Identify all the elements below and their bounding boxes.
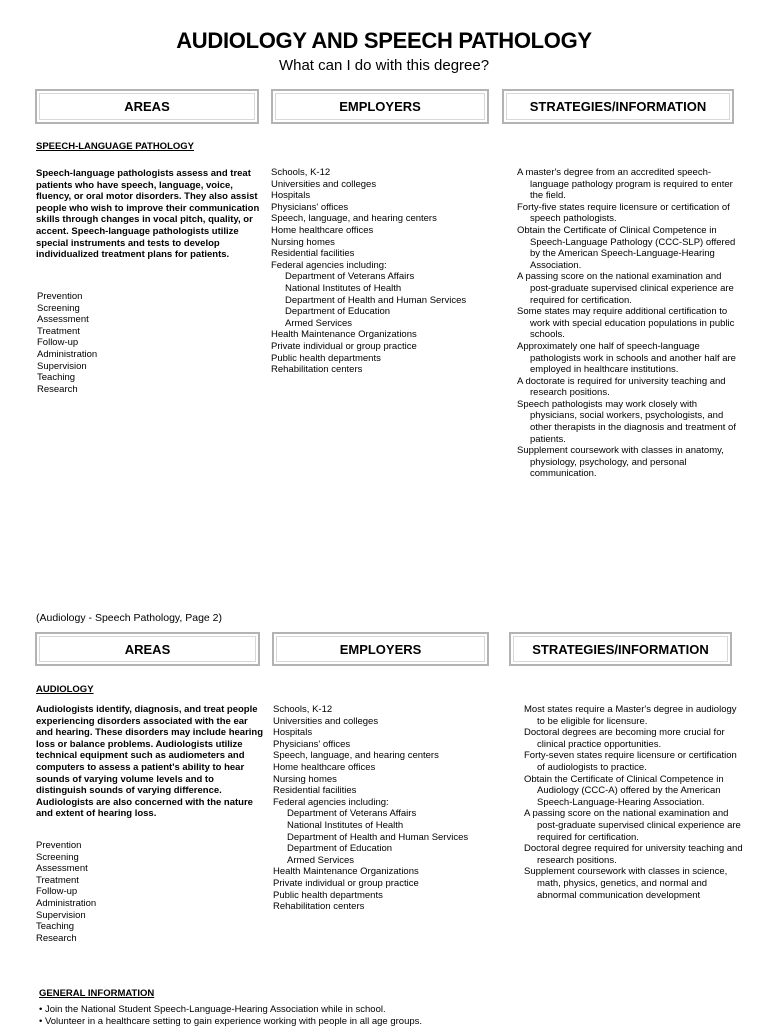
employer-item: Schools, K-12 [271, 167, 331, 178]
strategy-item: Doctoral degree required for university teaching and research positions. [524, 843, 743, 866]
employers-header-page-2: EMPLOYERS [272, 632, 489, 666]
employer-item: Rehabilitation centers [271, 364, 363, 376]
employer-item: Federal agencies including: [271, 259, 387, 271]
area-item: Research [37, 383, 78, 395]
area-item: Assessment [36, 863, 88, 875]
general-information [39, 988, 739, 1027]
area-item: Prevention [36, 840, 82, 851]
employer-item: Department of Education [285, 306, 391, 318]
employer-item: Department of Veterans Affairs [285, 271, 415, 283]
employer-item: Universities and colleges [273, 715, 379, 727]
strategy-item: A master's degree from an accredited speech-language pathology program is required to enter the field. [517, 167, 733, 202]
area-item: Supervision [37, 360, 87, 372]
employer-item: Department of Education [287, 843, 393, 855]
employer-item: Health Maintenance Organizations [273, 866, 419, 878]
page-title: AUDIOLOGY AND SPEECH PATHOLOGY [176, 28, 592, 53]
audiology-areas-list [36, 840, 96, 944]
employer-item: Health Maintenance Organizations [271, 329, 417, 341]
audiology-description: Audiologists identify, diagnosis, and treat people experiencing disorders associated with the ear and hearing. These disorders may include hearing loss or balance problems. Audiologists utilize technical equipment such as audiometers and computers to assess a patient's ability to hear sounds of varying volume levels and to distinguish sounds of varying difference. Audiologists are also concerned with the nature and extent of hearing loss. [36, 704, 264, 820]
area-item: Research [36, 932, 77, 944]
strategy-item: Forty-seven states require licensure or certification of audiologists to practice. [524, 750, 737, 773]
employer-item: Public health departments [271, 352, 381, 364]
area-item: Follow-up [36, 886, 78, 898]
employer-item: Hospitals [273, 727, 313, 739]
employer-item: Nursing homes [273, 773, 337, 785]
employer-item: Armed Services [287, 854, 355, 866]
page-2-note: (Audiology - Speech Pathology, Page 2) [36, 612, 223, 624]
area-item: Supervision [36, 909, 86, 921]
strategies-header: STRATEGIES/INFORMATION [502, 89, 734, 124]
strategy-item: A passing score on the national examination and post-graduate supervised clinical experience are required for certification. [517, 271, 734, 306]
strategy-item: A passing score on the national examination and post-graduate supervised clinical experience are required for certification. [524, 808, 741, 843]
employer-item: Armed Services [285, 317, 353, 329]
audiology-employers-list [273, 704, 468, 913]
area-item: Treatment [36, 874, 79, 886]
area-item: Follow-up [37, 337, 79, 349]
area-item: Treatment [37, 325, 80, 337]
employer-item: Speech, language, and hearing centers [271, 213, 437, 225]
area-item: Screening [37, 302, 80, 314]
audiology-strategies-list [524, 704, 744, 901]
employer-item: Department of Veterans Affairs [287, 808, 417, 820]
area-item: Assessment [37, 314, 89, 326]
area-item: Administration [36, 897, 97, 909]
strategy-item: A doctorate is required for university teaching and research positions. [517, 375, 726, 399]
area-item: Administration [37, 348, 98, 360]
employer-item: Private individual or group practice [271, 340, 417, 352]
section-title-speech-language: SPEECH-LANGUAGE PATHOLOGY [36, 141, 194, 152]
strategy-item: Speech pathologists may work closely with physicians, social workers, psychologists, and other therapists in the diagnosis and treatment of patients. [517, 398, 736, 445]
area-item: Screening [36, 851, 79, 863]
employer-item: Federal agencies including: [273, 796, 389, 808]
area-item: Teaching [36, 921, 75, 933]
strategy-item: Some states may require additional certification to work with special education populations in public schools. [517, 306, 735, 341]
general-information-item: • Volunteer in a healthcare setting to gain experience working with people in all age groups. [39, 1015, 423, 1027]
strategies-header-page-2: STRATEGIES/INFORMATION [509, 632, 732, 666]
employer-item: Rehabilitation centers [273, 901, 365, 913]
employer-item: Public health departments [273, 889, 383, 901]
area-item: Teaching [37, 372, 76, 384]
employer-item: Residential facilities [273, 785, 357, 797]
page-subtitle: What can I do with this degree? [278, 57, 490, 74]
strategy-item: Most states require a Master's degree in audiology to be eligible for licensure. [524, 704, 737, 727]
employer-item: Nursing homes [271, 236, 335, 248]
strategy-item: Obtain the Certificate of Clinical Competence in Audiology (CCC-A) offered by the American Speech-Language-Hearing Association. [524, 773, 724, 808]
strategy-item: Doctoral degrees are becoming more crucial for clinical practice opportunities. [524, 727, 725, 750]
employer-item: National Institutes of Health [285, 282, 402, 294]
strategy-item: Supplement coursework with classes in anatomy, physiology, psychology, and personal communication. [517, 445, 724, 480]
employer-item: Physicians' offices [273, 738, 351, 750]
employer-item: Residential facilities [271, 248, 355, 260]
employers-header: EMPLOYERS [271, 89, 489, 124]
strategy-item: Forty-five states require licensure or certification of speech pathologists. [517, 201, 730, 225]
employer-item: Speech, language, and hearing centers [273, 750, 439, 762]
area-item: Prevention [37, 291, 83, 302]
section-title-audiology: AUDIOLOGY [36, 684, 94, 695]
employer-item: Universities and colleges [271, 178, 377, 190]
employer-item: National Institutes of Health [287, 819, 404, 831]
strategy-item: Supplement coursework with classes in science, math, physics, genetics, and normal and abnormal communication development [524, 866, 728, 901]
employer-item: Private individual or group practice [273, 877, 419, 889]
speech-language-description: Speech-language pathologists assess and treat patients who have speech, language, voice, fluency, or oral motor disorders. They also assist people who wish to improve their communication skills through changes in vocal pitch, quality, or accent. Speech-language pathologists utilize special instruments and tests to develop individualized treatment plans for patients. [36, 168, 260, 261]
employer-item: Home healthcare offices [273, 761, 376, 773]
areas-header: AREAS [35, 89, 259, 124]
employer-item: Department of Health and Human Services [287, 831, 469, 843]
employer-item: Home healthcare offices [271, 224, 374, 236]
areas-header-page-2: AREAS [35, 632, 260, 666]
general-information-title: GENERAL INFORMATION [39, 988, 155, 999]
general-information-item: • Join the National Student Speech-Language-Hearing Association while in school. [39, 1004, 386, 1015]
employer-item: Hospitals [271, 190, 311, 202]
employer-item: Schools, K-12 [273, 704, 333, 715]
employer-item: Physicians' offices [271, 201, 349, 213]
strategy-item: Approximately one half of speech-language pathologists work in schools and another half are employed in healthcare institutions. [517, 340, 736, 376]
speech-language-strategies-list [517, 167, 737, 480]
speech-language-employers-list [271, 167, 466, 376]
speech-language-areas-list [37, 291, 97, 395]
strategy-item: Obtain the Certificate of Clinical Competence in Speech-Language Pathology (CCC-SLP) offered by the American Speech-Language-Hearing Association. [517, 224, 736, 271]
employer-item: Department of Health and Human Services [285, 294, 467, 306]
